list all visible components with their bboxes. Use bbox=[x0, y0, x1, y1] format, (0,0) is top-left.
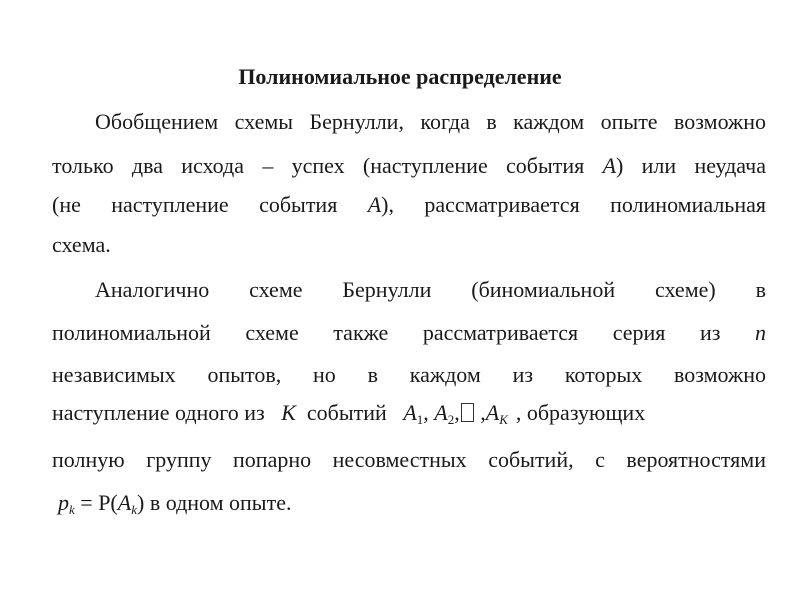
event-ak-symbol: A bbox=[117, 490, 132, 515]
event-a-symbol: A bbox=[602, 153, 617, 178]
paragraph-1-line-1: Обобщением схемы Бернулли, когда в каждом опыте возможно bbox=[95, 109, 766, 134]
comma-separator: , bbox=[423, 400, 435, 425]
paragraph-1-line-3-text-b: ), рассматривается полиномиальная bbox=[381, 192, 766, 217]
event-a-symbol: A bbox=[367, 192, 382, 217]
p-symbol: p bbox=[58, 490, 69, 515]
subscript-1: 1 bbox=[416, 412, 424, 427]
subscript-k: K bbox=[499, 412, 508, 427]
paragraph-2-line-4-text-a: наступление одного из bbox=[52, 400, 271, 425]
subscript-k: k bbox=[69, 502, 75, 517]
probability-formula bbox=[58, 490, 144, 515]
event-ak-symbol: A bbox=[485, 400, 500, 425]
missing-glyph-icon bbox=[461, 403, 474, 422]
paragraph-1-line-2 bbox=[52, 151, 766, 181]
paragraph-2-line-5: полную группу попарно несовместных событий, с вероятностями bbox=[52, 447, 766, 472]
events-list-formula bbox=[403, 400, 508, 425]
close-paren: ) bbox=[136, 490, 145, 515]
paragraph-2-line-3: независимых опытов, но в каждом из которых возможно bbox=[52, 362, 766, 387]
paragraph-1-line-3-text-a: (не наступление события bbox=[52, 192, 368, 217]
subscript-k: k bbox=[131, 502, 137, 517]
paragraph-2-line-4-text-c: , образующих bbox=[515, 400, 646, 425]
paragraph-1-line-4: схема. bbox=[52, 232, 111, 257]
page-title: Полиномиальное распределение bbox=[238, 64, 562, 89]
comma-separator: , bbox=[454, 400, 460, 425]
event-a1-symbol: A bbox=[403, 400, 417, 425]
paragraph-2-line-4 bbox=[52, 398, 766, 435]
paragraph-2-line-1: Аналогично схеме Бернулли (биномиальной схеме) в bbox=[95, 277, 766, 302]
event-a2-symbol: A bbox=[434, 400, 448, 425]
paragraph-1-line-3 bbox=[52, 190, 766, 220]
k-symbol: K bbox=[281, 400, 296, 425]
paragraph-1-line-2-text-b: ) или неудача bbox=[616, 153, 766, 178]
paragraph-1-line-2-text-a: только два исхода – успех (наступление события bbox=[52, 153, 603, 178]
paragraph-2-line-2 bbox=[52, 318, 766, 348]
paragraph-2-line-6-text: в одном опыте. bbox=[144, 490, 292, 515]
subscript-2: 2 bbox=[447, 412, 455, 427]
equals-p-open: = P( bbox=[74, 490, 118, 515]
n-symbol: n bbox=[755, 320, 766, 345]
comma-separator: , bbox=[474, 400, 486, 425]
paragraph-2-line-6 bbox=[52, 488, 766, 525]
paragraph-2-line-2-text-a: полиномиальной схеме также рассматривается серия из bbox=[52, 320, 755, 345]
paragraph-2-line-4-text-b: событий bbox=[301, 400, 393, 425]
